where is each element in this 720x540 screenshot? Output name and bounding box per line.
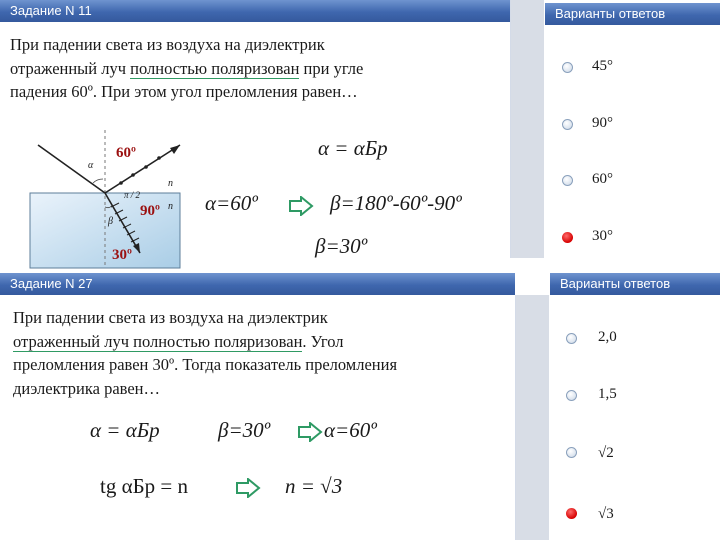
- task-27-question-line-1: При падении света из воздуха на диэлектрик: [13, 308, 328, 327]
- question-scrollbar-2-thumb[interactable]: [516, 295, 549, 540]
- answer-2-option-1[interactable]: 1,5: [598, 386, 617, 402]
- refraction-diagram: [0, 125, 200, 270]
- task-27-title: Задание N 27: [10, 276, 93, 291]
- question-scrollbar-1-thumb[interactable]: [511, 0, 544, 258]
- question-scrollbar-2[interactable]: [515, 295, 549, 540]
- answer-2-radio-0[interactable]: [566, 333, 577, 344]
- task-27-question-line-4: диэлектрика равен…: [13, 378, 160, 398]
- task-27-question-line-3: преломления равен 30º. Тогда показатель преломления: [13, 355, 398, 374]
- answer-2-option-3[interactable]: √3: [598, 506, 614, 522]
- answers-header-1: [545, 3, 720, 25]
- task-27-formula-beta: β=30º: [218, 418, 271, 442]
- answer-1-radio-2[interactable]: [562, 175, 573, 186]
- answer-1-option-2[interactable]: 60°: [592, 171, 613, 187]
- task-27-formula-alpha: α=60º: [324, 418, 377, 442]
- task-27-formula-n: n = √3: [285, 474, 343, 498]
- angle-between-label: 90º: [140, 203, 160, 219]
- diagram-label-n1: n: [168, 178, 173, 189]
- task-11-question: [10, 33, 505, 104]
- answer-2-option-0[interactable]: 2,0: [598, 329, 617, 345]
- task-11-header: [0, 0, 510, 22]
- task-11-formula-beta-calc: β=180º-60º-90º: [330, 191, 462, 215]
- task-11-question-line-2: отраженный луч полностью поляризован при угле: [10, 58, 364, 78]
- answers-header-2-title: Варианты ответов: [560, 276, 671, 291]
- angle-refraction-label: 30º: [112, 247, 132, 263]
- angle-incidence-label: 60º: [116, 145, 136, 161]
- diagram-label-n2: n: [168, 201, 173, 212]
- answer-1-radio-0[interactable]: [562, 62, 573, 73]
- answer-1-option-1[interactable]: 90°: [592, 115, 613, 131]
- answers-header-2: [550, 273, 720, 295]
- task-27-question: [13, 306, 508, 400]
- answer-1-radio-1[interactable]: [562, 119, 573, 130]
- diagram-label-beta: β: [108, 216, 113, 227]
- task-27-formula-tg: tg αБр = n: [100, 474, 188, 498]
- arrow-icon: [288, 196, 314, 216]
- answer-2-radio-1[interactable]: [566, 390, 577, 401]
- answer-2-radio-2[interactable]: [566, 447, 577, 458]
- diagram-label-alpha: α: [88, 160, 94, 171]
- answer-2-radio-3-selected[interactable]: [566, 508, 577, 519]
- answer-1-option-3[interactable]: 30°: [592, 228, 613, 244]
- answer-1-radio-3-selected[interactable]: [562, 232, 573, 243]
- task-27-header: [0, 273, 515, 295]
- arrow-icon: [297, 422, 323, 442]
- answer-2-option-2[interactable]: √2: [598, 445, 614, 461]
- diagram-label-pi-half: π / 2: [124, 190, 141, 200]
- task-11-formula-beta: β=30º: [315, 234, 368, 258]
- task-11-formula-alpha: α=60º: [205, 191, 258, 215]
- answer-1-option-0[interactable]: 45°: [592, 58, 613, 74]
- question-scrollbar-1[interactable]: [510, 0, 544, 258]
- arrow-icon: [235, 478, 261, 498]
- task-27-question-line-2: отраженный луч полностью поляризован. Угол: [13, 331, 344, 351]
- task-11-title: Задание N 11: [10, 3, 92, 18]
- task-11-question-line-3: падения 60º. При этом угол преломления равен…: [10, 82, 358, 101]
- task-27-formula-brewster: α = αБр: [90, 418, 160, 442]
- task-11-formula-brewster: α = αБр: [318, 136, 388, 160]
- task-11-question-line-1: При падении света из воздуха на диэлектрик: [10, 35, 325, 54]
- answers-header-1-title: Варианты ответов: [555, 6, 666, 21]
